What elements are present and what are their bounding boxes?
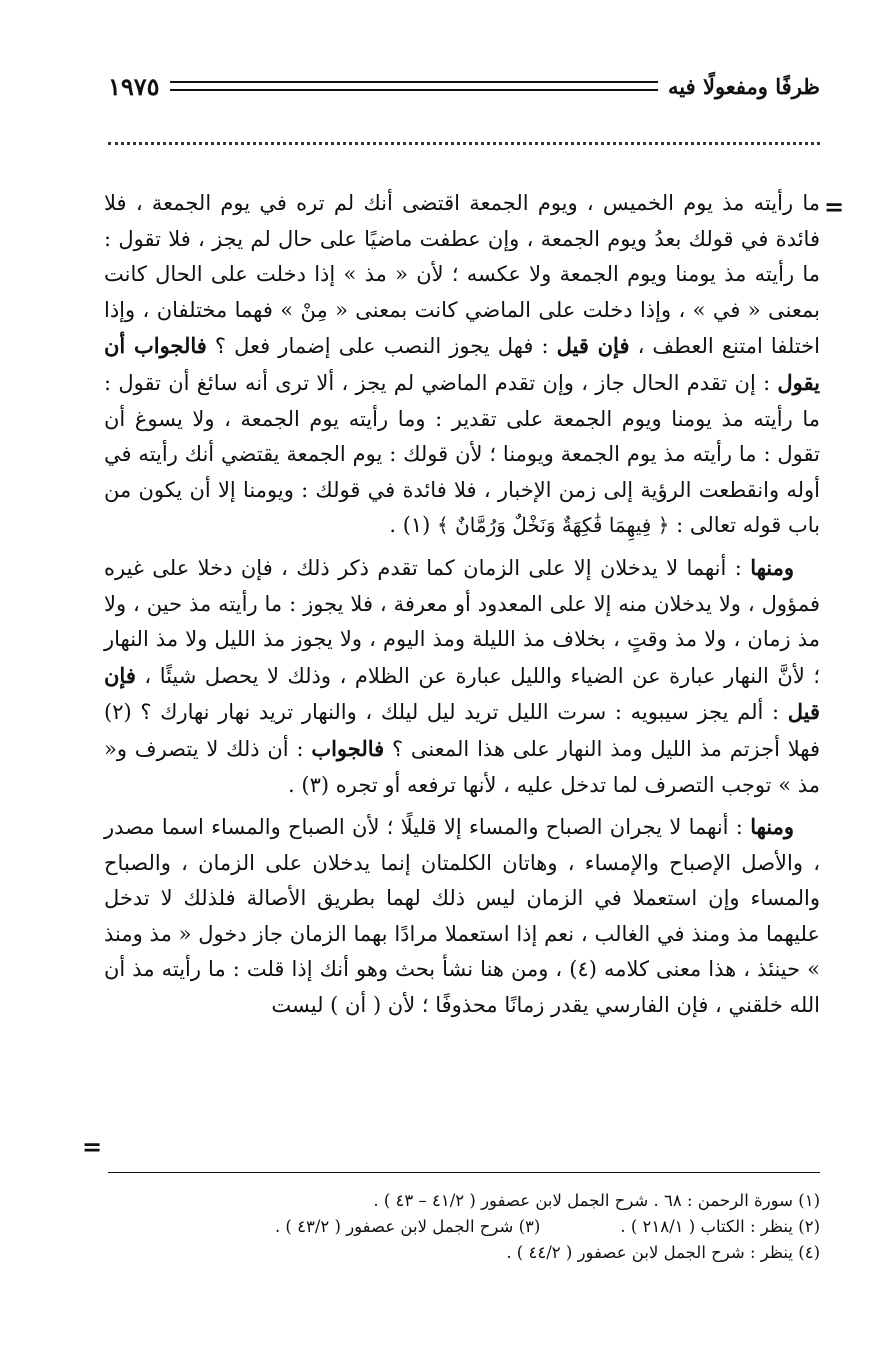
continuation-mark-start: = [824,192,845,221]
paragraph-1-text-b: : فهل يجوز النصب على إضمار فعل ؟ [206,334,557,359]
footnote-ref-1: (١) . [389,513,438,538]
paragraph-1-bold-b: فالجواب أن يقول [104,333,820,395]
header-double-rule [170,81,658,91]
paragraph-2-text-a: : أنهما لا يدخلان إلا على الزمان كما تقدم ذكر ذلك ، فإن دخلا على غيره فمؤول ، ولا يدخلان منه إلا على المعدود أو معرفة ، فلا يجوز : ما رأيته مذ حين ، ولا مذ زمان ، ولا مذ وقتٍ ، بخلاف مذ الليلة ومذ اليوم ، ولا يجوز مذ الليل ولا مذ النهار ؛ لأنَّ النهار عبارة عن الضياء والليل عبارة عن الظلام ، وذلك لا يحصل شيئًا ، [104,555,820,688]
footnote-1: (١) سورة الرحمن : ٦٨ . شرح الجمل لابن عصفور ( ٤١/٢ – ٤٣ ) . [373,1191,820,1210]
footnote-rule [108,1172,820,1173]
footnote-row-1 [108,1188,820,1214]
running-title: ظرفًا ومفعولًا فيه [668,73,820,99]
main-text [104,186,820,1024]
paragraph-3 [104,809,820,1024]
paragraph-2-bold-c: فالجواب [311,735,385,761]
page-header [108,66,820,106]
paragraph-2-text-b: : ألم يجز سيبويه : سرت الليل تريد ليل ليلك ، والنهار تريد نهار نهارك ؟ (٢) فهلا أجزتم مذ الليل ومذ النهار على هذا المعنى ؟ [104,700,820,761]
paragraph-3-bold-a: ومنها [750,814,794,840]
paragraph-2 [104,550,820,803]
paragraph-1 [104,186,820,544]
dotted-separator [108,142,820,145]
page-number: ١٩٧٥ [108,71,160,101]
footnote-row-2 [108,1214,820,1240]
footnote-3: (٣) شرح الجمل لابن عصفور ( ٤٣/٢ ) . [274,1217,541,1236]
paragraph-2-bold-a: ومنها [750,554,794,580]
footnote-row-3 [108,1240,820,1266]
footnote-4: (٤) ينظر : شرح الجمل لابن عصفور ( ٤٤/٢ ) . [506,1243,820,1262]
footnotes [108,1188,820,1266]
paragraph-1-bold-a: فإن قيل [556,333,630,359]
footnote-2: (٢) ينظر : الكتاب ( ٢١٨/١ ) . [620,1217,820,1236]
continuation-mark-end: = [82,1132,103,1161]
paragraph-3-text-a: : أنهما لا يجران الصباح والمساء إلا قليلًا ؛ لأن الصباح والمساء اسما مصدر ، والأصل الإصباح والإمساء ، وهاتان الكلمتان إنما يدخلان على الزمان ، والصباح والمساء وإن استعملا في الزمان ليس ذلك لهما بطريق الأصالة فلذلك لا تدخل عليهما مذ ومنذ في الغالب ، نعم إذا استعملا مرادًا بهما الزمان جاز دخول « مذ ومنذ » حينئذ ، هذا معنى كلامه (٤) ، ومن هنا نشأ بحث وهو أنك إذا قلت : ما رأيته مذ أن الله خلقني ، فإن الفارسي يقدر زمانًا محذوفًا ؛ لأن ( أن ) ليست [104,815,820,1018]
paragraph-2-bold-b: فإن قيل [104,662,820,725]
paragraph-1-text-c: : إن تقدم الحال جاز ، وإن تقدم الماضي لم يجز ، ألا ترى أنه سائغ أن تقول : ما رأيته مذ يومنا ويوم الجمعة على تقدير : وما رأيته يوم الجمعة ، ولا يسوغ أن تقول : ما رأيته مذ يوم الجمعة ويومنا ؛ لأن قولك : يوم الجمعة يقتضي أنك رأيته في أوله وانقطعت الرؤية إلى زمن الإخبار ، فلا فائدة في قولك : ويومنا إلا أن يكون من باب قوله تعالى : [104,370,820,538]
paragraph-2-text-c: : أن ذلك لا يتصرف و« مذ » توجب التصرف لما تدخل عليه ، لأنها ترفعه أو تجره (٣) . [104,736,820,797]
footnote-gap [540,1214,620,1240]
quran-verse: ﴿ فِيهِمَا فَٰكِهَةٌ وَنَخْلٌ وَرُمَّانٌ ﴾ [437,513,670,538]
paragraph-1-text-a: ما رأيته مذ يوم الخميس ، ويوم الجمعة اقتضى أنك لم تره في يوم الجمعة ، فلا فائدة في قولك بعدُ ويوم الجمعة ، وإن عطفت ماضيًا على حال لم يجز ، فلا تقول : ما رأيته مذ يومنا ويوم الجمعة ولا عكسه ؛ لأن « مذ » إذا دخلت على الحال كانت بمعنى « في » ، وإذا دخلت على الماضي كانت بمعنى « مِنْ » فهما مختلفان ، وإذا اختلفا امتنع العطف ، [104,191,820,359]
